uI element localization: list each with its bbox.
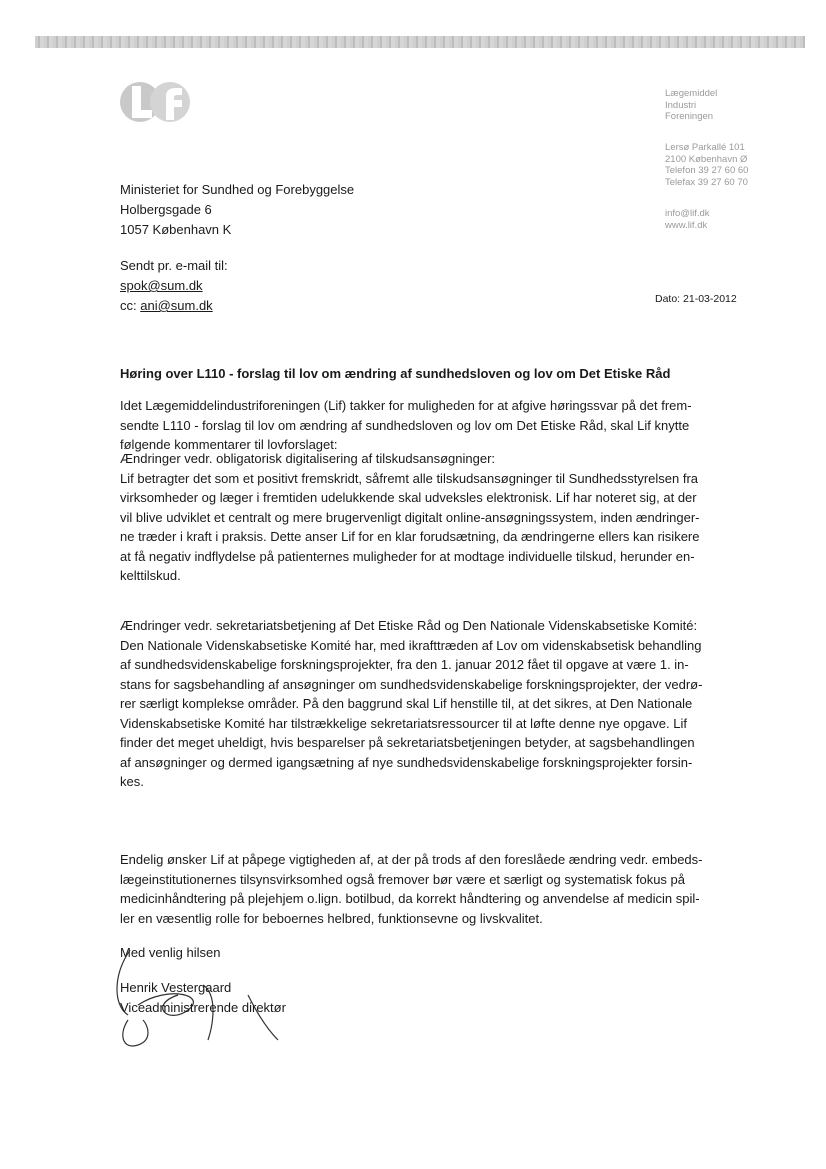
paragraph-3	[120, 616, 702, 792]
text-line: at få negativ indflydelse på patienternes muligheder for at modtage individuelle tilskud, herunder en-	[120, 548, 695, 564]
signer-role: Viceadministrerende direktør	[120, 999, 286, 1015]
recipient-address	[120, 180, 354, 240]
signer-name: Henrik Vestergaard	[120, 980, 232, 995]
text-line: rer særligt komplekse områder. På den baggrund skal Lif henstille til, at det sikres, at Den Nationale	[120, 696, 693, 711]
letter-date: Dato: 21-03-2012	[655, 293, 737, 305]
scan-header-bar	[35, 36, 805, 48]
text-line: stans for sagsbehandling af ansøgninger om sundhedsvidenskabelige forskningsprojekter, der vedrø-	[120, 676, 703, 692]
org-line: Lægemiddel	[665, 88, 718, 99]
org-email[interactable]: info@lif.dk	[665, 208, 710, 219]
recipient-line: Ministeriet for Sundhed og Forebyggelse	[120, 182, 355, 197]
text-line: Videnskabsetiske Komité har tilstrækkelige sekretariatsressourcer til at løfte denne nye opgave. Lif	[120, 715, 687, 731]
text-line: Endelig ønsker Lif at påpege vigtigheden af, at der på trods af den foreslåede ændring vedr. embeds-	[120, 852, 703, 867]
text-line: Ændringer vedr. sekretariatsbetjening af Det Etiske Råd og Den Nationale Videnskabsetiske Komité:	[120, 618, 698, 633]
text-line: sendte L110 - forslag til lov om ændring af sundhedsloven og lov om Det Etiske Råd, skal Lif knytte	[120, 417, 690, 433]
text-line: ne træder i kraft i praksis. Dette anser Lif for en klar forudsætning, da ændringerne ellers kan risikere	[120, 529, 700, 544]
cc-email-link[interactable]: ani@sum.dk	[140, 298, 213, 313]
to-email-link[interactable]: spok@sum.dk	[120, 278, 203, 293]
address-line: Telefon 39 27 60 60	[665, 165, 749, 176]
text-line: af sundhedsvidenskabelige forskningsprojekter, fra den 1. januar 2012 fået til opgave at være 1. in-	[120, 657, 689, 672]
text-line: kelttilskud.	[120, 568, 181, 583]
text-line: vil blive udviklet et centralt og mere brugervenligt digitalt online-ansøgningssystem, inden ændringer-	[120, 509, 700, 525]
text-line: af ansøgninger og dermed igangsætning af nye sundhedsvidenskabelige forskningsprojekter forsin-	[120, 754, 693, 770]
text-line: virksomheder og læger i fremtiden udelukkende skal udveksles elektronisk. Lif har noteret sig, at der	[120, 490, 697, 505]
org-website[interactable]: www.lif.dk	[665, 219, 708, 231]
cc-label: cc:	[120, 298, 141, 313]
paragraph-2	[120, 449, 700, 586]
closing: Med venlig hilsen	[120, 945, 221, 960]
text-line: Ændringer vedr. obligatorisk digitalisering af tilskudsansøgninger:	[120, 451, 496, 466]
paragraph-1	[120, 396, 692, 455]
address-line: Lersø Parkallé 101	[665, 142, 745, 153]
recipient-line: Holbergsgade 6	[120, 202, 212, 217]
text-line: finder det meget uheldigt, hvis besparelser på sekretariatsbetjeningen betyder, at sagsbehandlingen	[120, 735, 695, 750]
text-line: medicinhåndtering på plejehjem o.lign. botilbud, da korrekt håndtering og anvendelse af medicin spil-	[120, 891, 700, 906]
org-line: Industri	[665, 99, 697, 111]
text-line: kes.	[120, 774, 144, 789]
sent-to	[120, 256, 228, 316]
text-line: Lif betragter det som et positivt fremskridt, såfremt alle tilskudsansøgninger til Sundhedsstyrelsen fra	[120, 470, 699, 486]
address-line: Telefax 39 27 60 70	[665, 176, 748, 188]
text-line: ler en væsentlig rolle for beboernes helbred, funktionsevne og livskvalitet.	[120, 910, 543, 926]
text-line: Idet Lægemiddelindustriforeningen (Lif) takker for muligheden for at afgive høringssvar på det frem-	[120, 398, 692, 413]
text-line: lægeinstitutionernes tilsynsvirksomhed også fremover bør være et særligt og systematisk fokus på	[120, 871, 685, 887]
lif-logo	[118, 80, 198, 124]
org-web	[665, 208, 710, 231]
recipient-line: 1057 København K	[120, 222, 232, 237]
org-name	[665, 88, 717, 123]
paragraph-4	[120, 850, 702, 928]
signature-block	[120, 978, 286, 1017]
text-line: Den Nationale Videnskabsetiske Komité har, med ikrafttræden af Lov om videnskabsetisk behandling	[120, 637, 702, 653]
letter-title: Høring over L110 - forslag til lov om ændring af sundhedsloven og lov om Det Etiske Råd	[120, 366, 671, 381]
sent-label: Sendt pr. e-mail til:	[120, 258, 228, 273]
address-line: 2100 København Ø	[665, 153, 748, 165]
org-address	[665, 142, 748, 188]
org-line: Foreningen	[665, 111, 714, 122]
text-line: følgende kommentarer til lovforslaget:	[120, 437, 338, 452]
